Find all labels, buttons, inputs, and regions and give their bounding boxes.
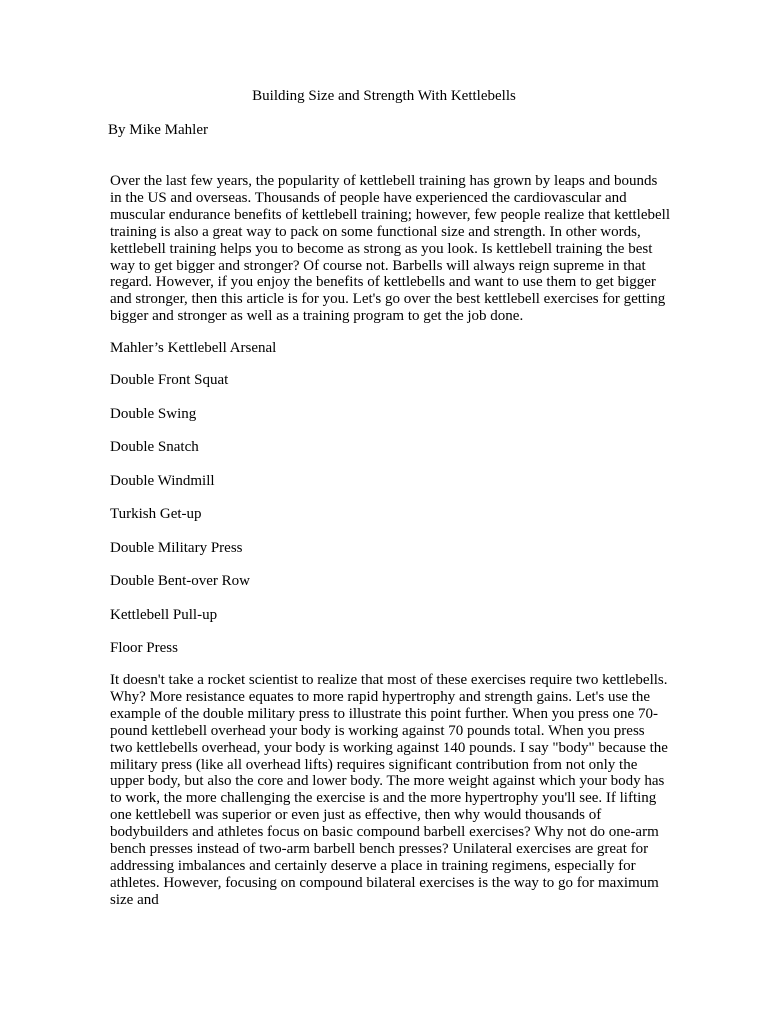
exercise-item: Kettlebell Pull-up [110,606,218,623]
exercise-item: Double Snatch [110,439,199,456]
exercise-item: Double Front Squat [110,372,229,389]
exercise-item: Floor Press [110,640,178,657]
exercise-list [110,372,670,657]
exercise-item: Double Bent-over Row [110,573,250,590]
closing-paragraph: It doesn't take a rocket scientist to realize that most of these exercises require two kettlebells. Why? More resistance equates to more rapid hypertrophy and strength gains. Let's use the example of the double military press to illustrate this point further. When you press one 70-pound kettlebell overhead your body is working against 70 pounds total. When you press two kettlebells overhead, your body is working against 140 pounds. I say "body" because the military press (like all overhead lifts) requires significant contribution from not only the upper body, but also the core and lower body. The more weight against which your body has to work, the more challenging the exercise is and the more hypertrophy you'll see. If lifting one kettlebell was superior or even just as effective, then why would thousands of bodybuilders and athletes focus on basic compound barbell exercises? Why not do one-arm bench presses instead of two-arm barbell bench presses? Unilateral exercises are great for addressing imbalances and certainly deserve a place in training regimens, especially for athletes. However, focusing on compound bilateral exercises is the way to go for maximum size and [110,671,668,908]
author-byline: By Mike Mahler [108,122,208,138]
intro-paragraph: Over the last few years, the popularity of kettlebell training has grown by leaps and bounds in the US and overseas. Thousands of people have experienced the cardiovascular and muscular endurance benefits of kettlebell training; however, few people realize that kettlebell training is also a great way to pack on some functional size and strength. In other words, kettlebell training helps you to become as strong as you look. Is kettlebell training the best way to get bigger and stronger? Of course not. Barbells will always reign supreme in that regard. However, if you enjoy the benefits of kettlebells and want to use them to get bigger and stronger, then this article is for you. Let's go over the best kettlebell exercises for getting bigger and stronger as well as a training program to get the job done. [110,173,670,325]
section-heading: Mahler’s Kettlebell Arsenal [110,340,277,357]
exercise-item: Turkish Get-up [110,506,202,523]
exercise-item: Double Swing [110,405,197,422]
document-title: Building Size and Strength With Kettlebells [252,88,516,104]
exercise-item: Double Military Press [110,539,243,556]
exercise-item: Double Windmill [110,472,215,489]
document-body [110,173,670,909]
